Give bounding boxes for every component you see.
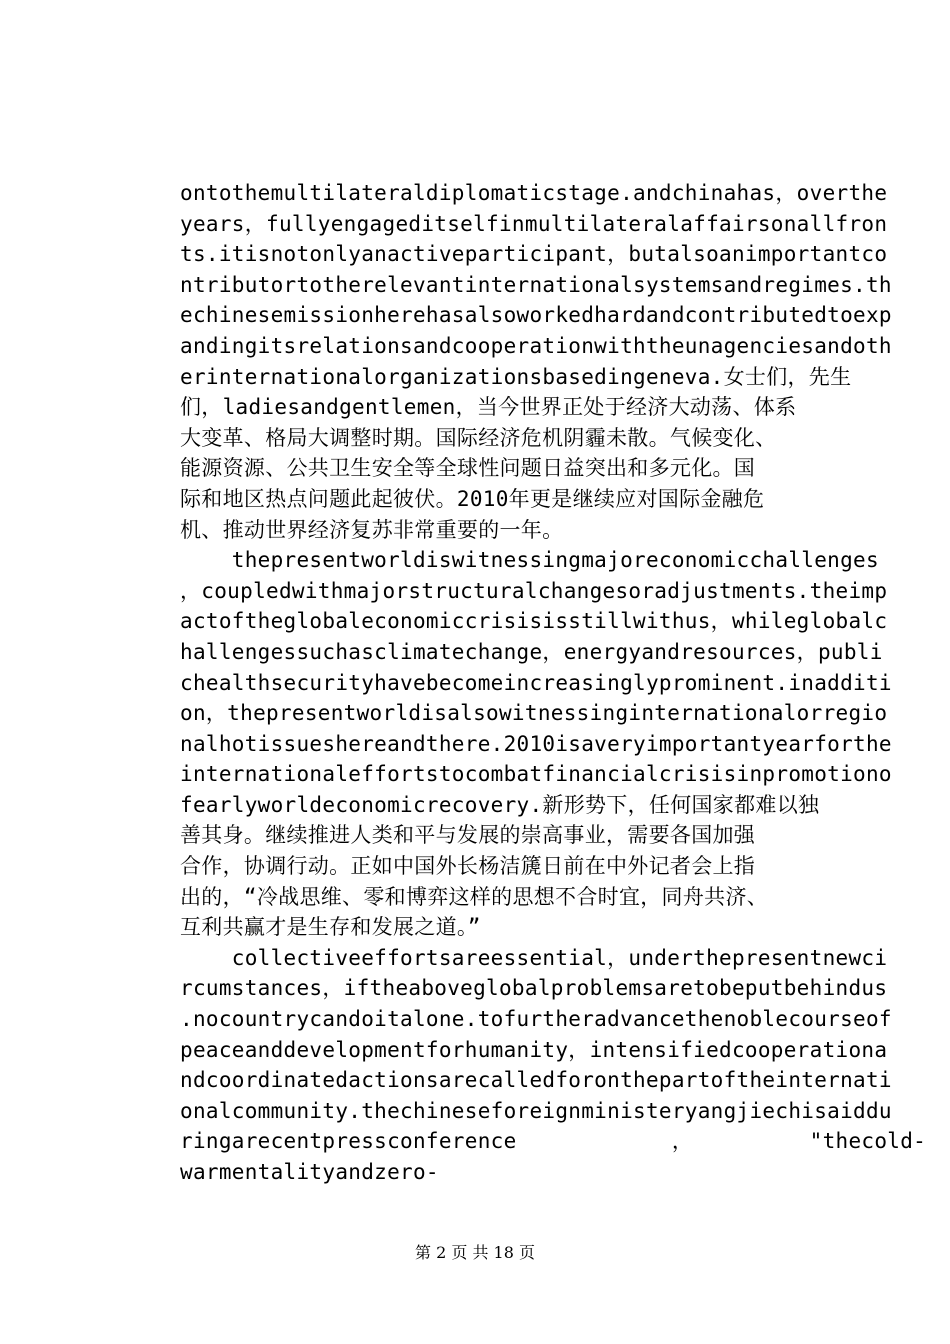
text-line: 善其身。继续推进人类和平与发展的崇高事业，需要各国加强: [180, 823, 756, 848]
text-line: onalcommunity.thechineseforeignministeryangjiechisaiddu: [180, 1098, 892, 1123]
text-line: rcumstances，iftheaboveglobalproblemsaretobeputbehindus: [180, 976, 888, 1001]
text-line: collectiveeffortsareessential，underthepresentnewci: [180, 945, 888, 970]
text-line: ts.itisnotonlyanactiveparticipant，butalsoanimportantco: [180, 242, 888, 267]
text-line: 合作，协调行动。正如中国外长杨洁篪日前在中外记者会上指: [180, 854, 756, 879]
text-line: internationaleffortstocombatfinancialcrisisinpromotiono: [180, 762, 892, 787]
text-line: 际和地区热点问题此起彼伏。2010年更是继续应对国际金融危: [180, 486, 765, 511]
body-text: [180, 178, 927, 1188]
text-line: 大变革、格局大调整时期。国际经济危机阴霾未散。气候变化、: [180, 425, 777, 450]
text-line: actoftheglobaleconomiccrisisisstillwithus，whileglobalc: [180, 609, 888, 634]
text-line: echinesemissionherehasalsoworkedhardandcontributedtoexp: [180, 303, 892, 328]
text-line: hallengessuchasclimatechange，energyandresources，publi: [180, 639, 883, 664]
text-line: erinternationalorganizationsbasedingeneva.女士们，先生: [180, 364, 852, 389]
text-line: thepresentworldiswitnessingmajoreconomicchallenges: [180, 548, 879, 573]
text-line: ，coupledwithmajorstructuralchangesoradjustments.theimp: [180, 578, 888, 603]
text-line: 机、推动世界经济复苏非常重要的一年。: [180, 517, 564, 542]
text-line: on，thepresentworldisalsowitnessinginternationalorregio: [180, 701, 888, 726]
text-line: andingitsrelationsandcooperationwiththeunagenciesandoth: [180, 333, 892, 358]
text-line: peaceanddevelopmentforhumanity，intensifiedcooperationa: [180, 1037, 888, 1062]
text-line: warmentalityandzero-: [180, 1160, 439, 1184]
text-line: ndcoordinatedactionsarecalledforonthepartoftheinternati: [180, 1068, 892, 1093]
text-line: years，fullyengageditselfinmultilateralaffairsonallfron: [180, 211, 888, 236]
text-line: nalhotissueshereandthere.2010isaveryimportantyearforthe: [180, 731, 892, 756]
text-line: ontothemultilateraldiplomaticstage.andchinahas，overthe: [180, 181, 888, 205]
page-number: 第 2 页 共 18 页: [415, 1243, 535, 1262]
text-line: chealthsecurityhavebecomeincreasinglyprominent.inadditi: [180, 670, 892, 695]
text-line: 出的，“冷战思维、零和博弈这样的思想不合时宜，同舟共济、: [180, 884, 769, 909]
text-line: fearlyworldeconomicrecovery.新形势下，任何国家都难以独: [180, 792, 820, 817]
page-footer: [0, 1243, 950, 1263]
text-line: 能源资源、公共卫生安全等全球性问题日益突出和多元化。国: [180, 456, 756, 481]
text-line: 们，ladiesandgentlemen，当今世界正处于经济大动荡、体系: [180, 395, 797, 420]
text-line: .nocountrycandoitalone.tofurtheradvancethenoblecourseof: [180, 1007, 892, 1032]
text-line: ringarecentpressconference ， "thecold-: [180, 1129, 927, 1154]
text-line: ntributortotherelevantinternationalsystemsandregimes.th: [180, 272, 892, 297]
text-line: 互利共赢才是生存和发展之道。”: [180, 915, 481, 940]
